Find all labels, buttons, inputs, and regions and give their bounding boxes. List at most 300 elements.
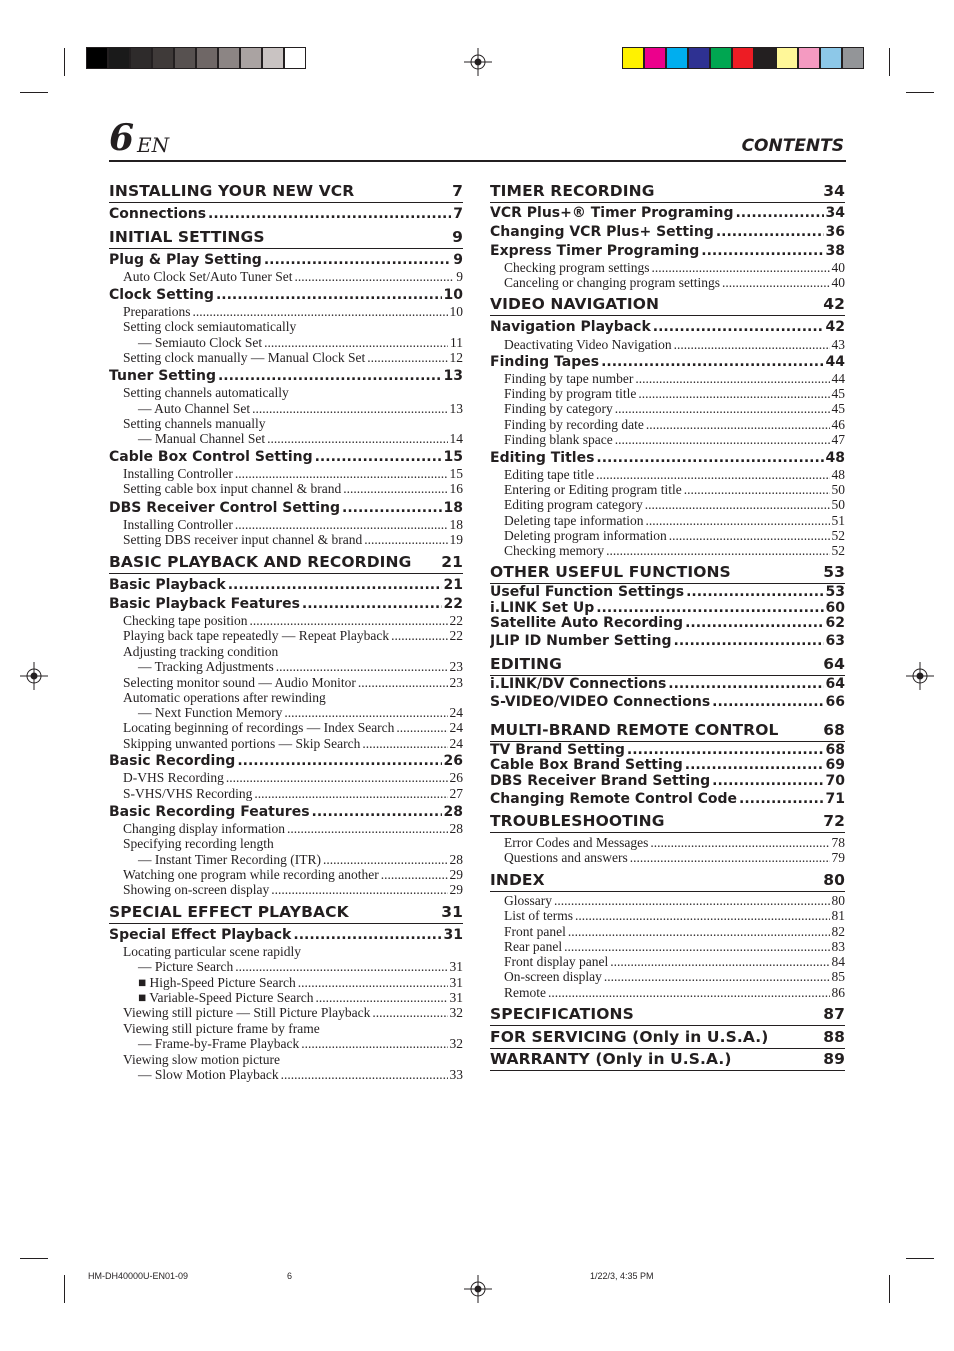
toc-entry-title: DBS Receiver Brand Setting [490,773,711,789]
toc-subentry [109,319,463,335]
toc-page-number: 79 [831,850,845,865]
toc-entry-title: Editing program category [504,497,643,512]
leader-dots [218,368,442,384]
toc-entry-title: Setting clock semiautomatically [123,319,297,334]
toc-section-heading [490,1005,845,1026]
toc-page-number: 82 [831,924,845,939]
toc-subentry [490,969,845,985]
toc-entry-title: Changing display information [123,821,285,836]
toc-subentry [490,528,845,544]
toc-entry-title: — Next Function Memory [138,705,283,720]
crop-mark [889,1275,890,1303]
toc-entry-title: Automatic operations after rewinding [123,690,326,705]
leader-dots [548,985,830,1001]
toc-entry-title: S-VHS/VHS Recording [123,786,253,801]
toc-page-number: 52 [831,543,845,558]
toc-entry-title: Error Codes and Messages [504,835,649,850]
leader-dots [235,959,447,975]
leader-dots [554,893,830,909]
toc-subentry [109,736,463,752]
toc-subentry [109,644,463,660]
toc-subentry [109,1036,463,1052]
toc-page-number: 31 [443,927,463,943]
header-rule [109,160,846,162]
toc-page-number: 48 [825,450,845,466]
toc-topic [490,773,845,791]
leader-dots [208,206,451,222]
toc-page-number: 7 [453,206,463,222]
leader-dots [610,954,829,970]
toc-entry-title: Viewing still picture — Still Picture Playback [123,1005,371,1020]
leader-dots [712,773,823,789]
registration-mark-icon [20,662,48,690]
toc-entry-title: Deactivating Video Navigation [504,337,672,352]
toc-entry-title: Editing tape title [504,467,594,482]
toc-section-heading [490,182,845,203]
toc-entry-title: Finding by tape number [504,371,634,386]
toc-subentry [109,416,463,432]
toc-page-number: 14 [449,431,463,446]
toc-page-number: 42 [823,295,845,313]
toc-subentry [109,304,463,320]
leader-dots [627,742,824,758]
toc-entry-title: — Tracking Adjustments [138,659,274,674]
toc-page-number: 71 [825,791,845,807]
footer-page: 6 [287,1271,293,1281]
toc-subentry [109,975,463,991]
leader-dots [235,466,448,482]
toc-entry-title: — Semiauto Clock Set [138,335,263,350]
leader-dots [249,613,447,629]
toc-subentry [109,1067,463,1083]
color-swatch [688,47,710,69]
color-swatch [776,47,798,69]
leader-dots [254,786,447,802]
registration-mark-icon [464,1275,492,1303]
grayscale-color-bar [86,47,306,69]
toc-page-number: 22 [449,613,463,628]
color-swatch [820,47,842,69]
page-title: CONTENTS [741,136,844,156]
toc-topic [109,368,463,386]
leader-dots [295,269,455,285]
toc-entry-title: Checking program settings [504,260,650,275]
toc-page-number: 62 [825,615,845,631]
color-swatch [644,47,666,69]
toc-entry-title: Basic Playback [109,577,226,593]
toc-page-number: 36 [825,224,845,240]
leader-dots [312,804,442,820]
toc-entry-title: Editing Titles [490,450,595,466]
leader-dots [645,497,830,513]
toc-entry-title: Selecting monitor sound — Audio Monitor [123,675,356,690]
color-swatch [798,47,820,69]
toc-page-number: 47 [831,432,845,447]
color-swatch [710,47,732,69]
toc-entry-title: Basic Playback Features [109,596,300,612]
leader-dots [615,401,830,417]
leader-dots [564,939,829,955]
toc-entry-title: Cable Box Brand Setting [490,757,683,773]
toc-entry-title: Setting channels manually [123,416,266,431]
toc-page-number: 44 [825,354,845,370]
toc-subentry [109,770,463,786]
toc-page-number: 69 [825,757,845,773]
toc-page-number: 24 [449,736,463,751]
toc-entry-title: Deleting tape information [504,513,644,528]
toc-entry-title: DBS Receiver Control Setting [109,500,341,516]
toc-entry-title: Tuner Setting [109,368,216,384]
toc-topic [490,205,845,223]
toc-entry-title: TV Brand Setting [490,742,625,758]
toc-page-number: 24 [449,705,463,720]
toc-entry-title: Basic Recording Features [109,804,310,820]
toc-topic [109,206,463,224]
toc-page-number: 50 [831,497,845,512]
toc-entry-title: Navigation Playback [490,319,651,335]
toc-section-heading [109,553,463,574]
toc-entry-title: Skipping unwanted portions — Skip Search [123,736,361,751]
leader-dots [651,260,829,276]
toc-page-number: 70 [825,773,845,789]
toc-entry-title: Plug & Play Setting [109,252,262,268]
crop-mark [20,1258,48,1259]
leader-dots [735,205,823,221]
toc-entry-title: i.LINK/DV Connections [490,676,667,692]
toc-subentry [490,275,845,291]
leader-dots [226,770,448,786]
leader-dots [685,615,823,631]
leader-dots [228,577,442,593]
process-color-bar [622,47,864,69]
toc-page-number: 32 [449,1005,463,1020]
toc-page-number: 9 [452,228,463,246]
toc-entry-title: — Slow Motion Playback [138,1067,279,1082]
leader-dots [235,517,448,533]
toc-entry-title: Checking tape position [123,613,248,628]
toc-topic [109,804,463,822]
leader-dots [343,481,447,497]
crop-mark [64,48,65,76]
toc-entry-title: Locating particular scene rapidly [123,944,302,959]
leader-dots [686,584,823,600]
toc-subentry [109,675,463,691]
toc-page-number: 84 [831,954,845,969]
toc-topic [490,243,845,261]
toc-page-number: 34 [825,205,845,221]
toc-subentry [490,835,845,851]
color-swatch [842,47,864,69]
toc-entry-title: Satellite Auto Recording [490,615,684,631]
toc-subentry [109,959,463,975]
toc-subentry [109,481,463,497]
toc-entry-title: Finding by program title [504,386,637,401]
leader-dots [635,371,829,387]
toc-topic [490,791,845,809]
leader-dots [267,431,447,447]
leader-dots [668,676,823,692]
toc-topic [109,449,463,467]
toc-page-number: 26 [449,770,463,785]
toc-subentry [490,850,845,866]
toc-topic [490,224,845,242]
toc-page-number: 45 [831,386,845,401]
toc-entry-title: Finding blank space [504,432,613,447]
toc-entry-title: Useful Function Settings [490,584,685,600]
toc-entry-title: Installing Controller [123,466,233,481]
leader-dots [596,467,830,483]
toc-subentry [490,432,845,448]
toc-page-number: 72 [823,812,845,830]
leader-dots [674,633,824,649]
toc-page-number: 7 [452,182,463,200]
toc-entry-title: TROUBLESHOOTING [490,812,665,830]
leader-dots [604,969,830,985]
toc-entry-title: INSTALLING YOUR NEW VCR [109,182,355,200]
toc-subentry [109,466,463,482]
leader-dots [315,990,447,1006]
toc-subentry [490,513,845,529]
toc-topic [490,615,845,633]
toc-entry-title: Deleting program information [504,528,667,543]
toc-entry-title: OTHER USEFUL FUNCTIONS [490,563,731,581]
registration-mark-icon [464,48,492,76]
leader-dots [287,821,448,837]
toc-page-number: 89 [823,1050,845,1068]
toc-page-number: 81 [831,908,845,923]
toc-subentry [109,613,463,629]
toc-entry-title: — Instant Timer Recording (ITR) [138,852,321,867]
toc-entry-title: SPECIAL EFFECT PLAYBACK [109,903,349,921]
toc-topic [109,753,463,771]
color-swatch [86,47,108,69]
toc-entry-title: JLIP ID Number Setting [490,633,672,649]
toc-page-number: 50 [831,482,845,497]
leader-dots [701,243,823,259]
toc-subentry [109,628,463,644]
toc-subentry [109,532,463,548]
toc-subentry [109,690,463,706]
leader-dots [575,908,830,924]
toc-entry-title: MULTI-BRAND REMOTE CONTROL [490,721,779,739]
toc-entry-title: ■ High-Speed Picture Search [138,975,296,990]
toc-page-number: 22 [449,628,463,643]
leader-dots [342,500,442,516]
leader-dots [630,850,830,866]
leader-dots [712,694,823,710]
toc-entry-title: Basic Recording [109,753,236,769]
leader-dots [281,1067,448,1083]
toc-entry-title: Specifying recording length [123,836,274,851]
toc-page-number: 83 [831,939,845,954]
toc-page-number: 28 [449,852,463,867]
toc-page-number: 27 [449,786,463,801]
leader-dots [684,482,830,498]
toc-entry-title: — Picture Search [138,959,234,974]
toc-subentry [490,908,845,924]
leader-dots [362,736,447,752]
toc-subentry [109,1052,463,1068]
color-swatch [152,47,174,69]
toc-entry-title: BASIC PLAYBACK AND RECORDING [109,553,412,571]
toc-entry-title: Adjusting tracking condition [123,644,279,659]
toc-entry-title: Questions and answers [504,850,628,865]
toc-entry-title: VIDEO NAVIGATION [490,295,660,313]
toc-section-heading [109,228,463,249]
toc-topic [109,927,463,945]
toc-subentry [490,417,845,433]
toc-page-number: 68 [825,742,845,758]
toc-subentry [490,467,845,483]
toc-entry-title: Remote [504,985,546,1000]
toc-topic [109,252,463,270]
toc-page-number: 11 [450,335,463,350]
toc-page-number: 28 [449,821,463,836]
toc-topic [490,676,845,694]
toc-page-number: 68 [823,721,845,739]
leader-dots [568,924,830,940]
toc-page-number: 42 [825,319,845,335]
toc-subentry [490,260,845,276]
toc-entry-title: Canceling or changing program settings [504,275,720,290]
toc-page-number: 64 [825,676,845,692]
toc-section-heading [109,903,463,924]
toc-page-number: 60 [825,600,845,616]
leader-dots [739,791,823,807]
leader-dots [323,852,448,868]
toc-page-number: 53 [825,584,845,600]
color-swatch [622,47,644,69]
leader-dots [293,927,441,943]
toc-page-number: 12 [449,350,463,365]
toc-page-number: 46 [831,417,845,432]
toc-entry-title: Preparations [123,304,191,319]
toc-page-number: 33 [449,1067,463,1082]
leader-dots [264,335,448,351]
toc-page-number: 44 [831,371,845,386]
toc-subentry [109,867,463,883]
toc-page-number: 78 [831,835,845,850]
toc-entry-title: Clock Setting [109,287,214,303]
toc-page-number: 13 [443,368,463,384]
toc-topic [490,354,845,372]
toc-entry-title: Front display panel [504,954,609,969]
toc-entry-title: Showing on-screen display [123,882,270,897]
leader-dots [372,1005,447,1021]
color-swatch [284,47,306,69]
toc-entry-title: TIMER RECORDING [490,182,655,200]
toc-topic [109,500,463,518]
toc-page-number: 63 [825,633,845,649]
toc-entry-title: Setting DBS receiver input channel & brand [123,532,363,547]
toc-entry-title: Entering or Editing program title [504,482,682,497]
toc-entry-title: Express Timer Programing [490,243,700,259]
toc-subentry [109,705,463,721]
toc-entry-title: — Frame-by-Frame Playback [138,1036,300,1051]
color-swatch [732,47,754,69]
leader-dots [301,1036,447,1052]
leader-dots [646,417,830,433]
toc-subentry [109,821,463,837]
toc-entry-title: Cable Box Control Setting [109,449,313,465]
toc-subentry [109,401,463,417]
toc-entry-title: Connections [109,206,207,222]
color-swatch [130,47,152,69]
toc-page-number: 51 [831,513,845,528]
toc-page-number: 21 [441,553,463,571]
toc-subentry [109,659,463,675]
toc-page-number: 29 [449,867,463,882]
toc-subentry [109,836,463,852]
toc-entry-title: SPECIFICATIONS [490,1005,634,1023]
toc-subentry [109,335,463,351]
toc-page-number: 34 [823,182,845,200]
toc-entry-title: List of terms [504,908,573,923]
toc-page-number: 66 [825,694,845,710]
toc-subentry [490,371,845,387]
toc-entry-title: Installing Controller [123,517,233,532]
color-swatch [754,47,776,69]
toc-page-number: 9 [456,269,463,284]
toc-subentry [109,882,463,898]
toc-topic [490,633,845,651]
color-swatch [240,47,262,69]
toc-subentry [490,482,845,498]
color-swatch [174,47,196,69]
toc-section-heading [490,812,845,833]
toc-subentry [109,517,463,533]
leader-dots [615,432,830,448]
leader-dots [358,675,448,691]
toc-subentry [490,893,845,909]
toc-page-number: 15 [449,466,463,481]
toc-entry-title: Viewing slow motion picture [123,1052,281,1067]
color-swatch [196,47,218,69]
toc-page-number: 38 [825,243,845,259]
toc-subentry [109,269,463,285]
toc-page-number: 43 [831,337,845,352]
toc-page-number: 45 [831,401,845,416]
toc-page-number: 53 [823,563,845,581]
toc-page-number: 31 [449,990,463,1005]
toc-entry-title: Finding by category [504,401,613,416]
toc-page-number: 52 [831,528,845,543]
toc-entry-title: Front panel [504,924,566,939]
leader-dots [606,543,829,559]
leader-dots [396,720,447,736]
toc-page-number: 16 [449,481,463,496]
toc-entry-title: VCR Plus+® Timer Programing [490,205,734,221]
toc-page-number: 21 [443,577,463,593]
toc-page-number: 15 [443,449,463,465]
color-swatch [218,47,240,69]
toc-section-heading [490,721,845,742]
toc-page-number: 80 [831,893,845,908]
leader-dots [302,596,442,612]
toc-section-heading [490,1028,845,1049]
toc-topic [109,287,463,305]
toc-entry-title: Changing Remote Control Code [490,791,738,807]
toc-topic [490,319,845,337]
toc-entry-title: D-VHS Recording [123,770,224,785]
toc-subentry [109,385,463,401]
footer-date: 1/22/3, 4:35 PM [590,1271,654,1281]
toc-entry-title: FOR SERVICING (Only in U.S.A.) [490,1028,769,1046]
toc-page-number: 24 [449,720,463,735]
toc-entry-title: EDITING [490,655,562,673]
toc-entry-title: INDEX [490,871,545,889]
toc-entry-title: — Auto Channel Set [138,401,251,416]
